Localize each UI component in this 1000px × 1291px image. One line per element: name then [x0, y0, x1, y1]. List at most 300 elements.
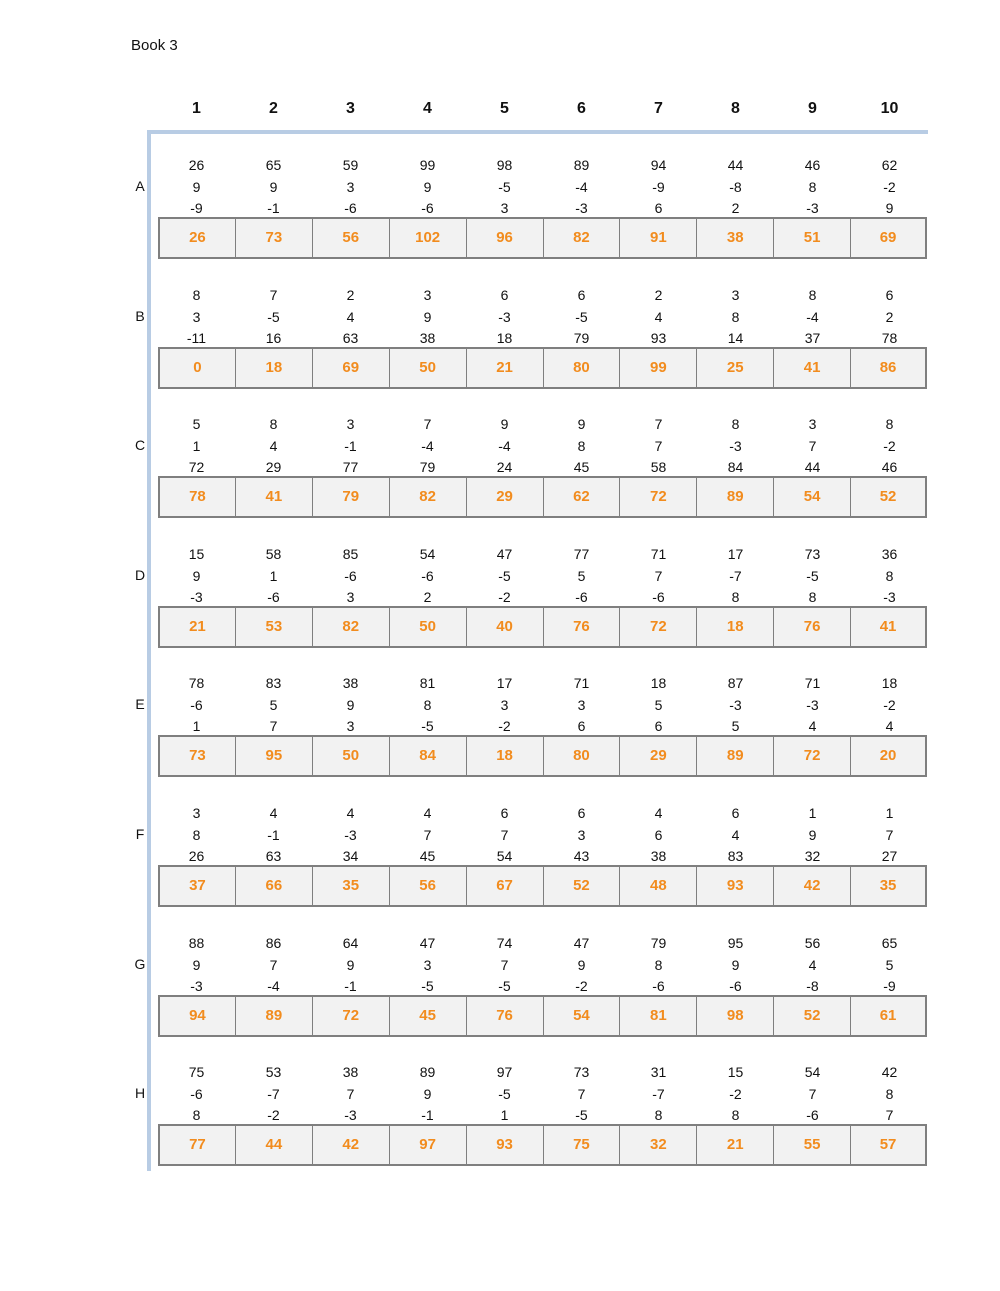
answer-cell[interactable]: 0: [158, 349, 235, 387]
number-cell: 36: [881, 546, 898, 562]
number-cell: 53: [265, 1064, 282, 1080]
number-cell: 2: [731, 200, 740, 216]
number-cell: 7: [654, 437, 663, 454]
answer-cell[interactable]: 18: [466, 737, 543, 775]
number-cell: 17: [496, 675, 513, 691]
number-cell: -3: [190, 589, 203, 605]
number-cell: 9: [346, 956, 355, 973]
number-line-1: [0, 414, 1000, 434]
number-cell: 75: [188, 1064, 205, 1080]
number-cell: 99: [419, 157, 436, 173]
number-cell: -2: [498, 589, 511, 605]
column-header-10: 10: [880, 100, 899, 117]
number-cell: -3: [190, 978, 203, 994]
number-cell: 59: [342, 157, 359, 173]
answer-cell[interactable]: 52: [543, 867, 620, 905]
book-title: Book 3: [131, 37, 178, 54]
number-cell: -9: [190, 200, 203, 216]
number-line-1: [0, 1062, 1000, 1082]
number-cell: 83: [265, 675, 282, 691]
number-cell: 8: [269, 416, 278, 432]
answer-cell[interactable]: 89: [696, 478, 773, 516]
column-header-7: 7: [654, 100, 663, 117]
number-cell: 2: [885, 308, 894, 325]
number-cell: 45: [573, 459, 590, 475]
number-cell: 5: [731, 718, 740, 734]
number-cell: 8: [808, 589, 817, 605]
row-label: D: [134, 567, 146, 583]
answer-cell[interactable]: 18: [696, 608, 773, 646]
answer-cell[interactable]: 102: [389, 219, 466, 257]
answer-cell[interactable]: 29: [466, 478, 543, 516]
number-cell: 2: [423, 589, 432, 605]
answer-row: [158, 476, 927, 518]
number-cell: 16: [265, 330, 282, 346]
number-cell: 4: [346, 805, 355, 821]
number-cell: 9: [577, 956, 586, 973]
answer-cell[interactable]: 52: [850, 478, 927, 516]
number-cell: 38: [342, 675, 359, 691]
number-cell: 6: [654, 826, 663, 843]
column-header-4: 4: [423, 100, 432, 117]
answer-cell[interactable]: 55: [773, 1126, 850, 1164]
answer-cell[interactable]: 84: [389, 737, 466, 775]
answer-cell[interactable]: 91: [619, 219, 696, 257]
number-cell: 7: [500, 826, 509, 843]
number-cell: 44: [727, 157, 744, 173]
answer-cell[interactable]: 37: [158, 867, 235, 905]
number-line-2: [0, 955, 1000, 975]
number-cell: -3: [729, 696, 742, 713]
number-cell: -7: [267, 1085, 280, 1102]
number-cell: 4: [654, 308, 663, 325]
number-cell: 18: [881, 675, 898, 691]
number-cell: 8: [731, 416, 740, 432]
number-cell: 77: [573, 546, 590, 562]
number-line-2: [0, 436, 1000, 456]
number-cell: -6: [344, 200, 357, 216]
number-cell: 9: [192, 567, 201, 584]
number-line-1: [0, 544, 1000, 564]
answer-cell[interactable]: 76: [773, 608, 850, 646]
number-cell: 8: [731, 589, 740, 605]
number-cell: -4: [267, 978, 280, 994]
number-cell: 1: [192, 437, 201, 454]
answer-cell[interactable]: 41: [235, 478, 312, 516]
answer-cell[interactable]: 42: [773, 867, 850, 905]
number-cell: -4: [806, 308, 819, 325]
answer-cell[interactable]: 56: [389, 867, 466, 905]
number-cell: 65: [881, 935, 898, 951]
number-cell: -5: [498, 178, 511, 195]
number-cell: -6: [729, 978, 742, 994]
answer-cell[interactable]: 79: [312, 478, 389, 516]
number-line-1: [0, 285, 1000, 305]
number-cell: 4: [269, 805, 278, 821]
answer-cell[interactable]: 40: [466, 608, 543, 646]
number-cell: -8: [729, 178, 742, 195]
number-cell: -5: [498, 567, 511, 584]
number-cell: 79: [573, 330, 590, 346]
number-cell: 18: [496, 330, 513, 346]
number-cell: 78: [188, 675, 205, 691]
number-line-3: [0, 587, 1000, 607]
number-line-2: [0, 566, 1000, 586]
number-cell: 7: [577, 1085, 586, 1102]
number-cell: 4: [731, 826, 740, 843]
number-cell: 8: [731, 308, 740, 325]
number-cell: -3: [344, 1107, 357, 1123]
answer-row: [158, 1124, 927, 1166]
number-line-1: [0, 673, 1000, 693]
number-cell: -4: [421, 437, 434, 454]
number-cell: 3: [192, 805, 201, 821]
answer-cell[interactable]: 21: [158, 608, 235, 646]
number-cell: 5: [269, 696, 278, 713]
answer-cell[interactable]: 76: [466, 997, 543, 1035]
row-c: [0, 414, 1000, 526]
number-cell: 9: [423, 1085, 432, 1102]
number-cell: 9: [423, 178, 432, 195]
answer-cell[interactable]: 96: [466, 219, 543, 257]
number-cell: 32: [804, 848, 821, 864]
number-cell: 8: [885, 1085, 894, 1102]
number-cell: 3: [577, 696, 586, 713]
number-cell: 5: [192, 416, 201, 432]
answer-cell[interactable]: 26: [158, 219, 235, 257]
number-cell: 9: [577, 416, 586, 432]
answer-cell[interactable]: 57: [850, 1126, 927, 1164]
answer-cell[interactable]: 69: [850, 219, 927, 257]
number-cell: 2: [654, 287, 663, 303]
answer-cell[interactable]: 95: [235, 737, 312, 775]
number-cell: -6: [575, 589, 588, 605]
number-cell: 6: [577, 805, 586, 821]
row-label: B: [135, 308, 145, 324]
number-cell: 5: [885, 956, 894, 973]
number-cell: 79: [419, 459, 436, 475]
number-cell: 6: [731, 805, 740, 821]
number-cell: 72: [188, 459, 205, 475]
number-cell: 1: [500, 1107, 509, 1123]
answer-cell[interactable]: 35: [312, 867, 389, 905]
number-cell: -2: [883, 178, 896, 195]
number-cell: 34: [342, 848, 359, 864]
row-b: [0, 285, 1000, 397]
number-cell: -7: [729, 567, 742, 584]
number-cell: 38: [419, 330, 436, 346]
number-cell: -4: [575, 178, 588, 195]
number-cell: 6: [500, 805, 509, 821]
number-cell: 3: [731, 287, 740, 303]
number-cell: 7: [654, 416, 663, 432]
number-cell: 1: [808, 805, 817, 821]
answer-cell[interactable]: 50: [389, 608, 466, 646]
number-cell: 6: [654, 200, 663, 216]
number-cell: 3: [346, 589, 355, 605]
number-cell: 54: [804, 1064, 821, 1080]
number-cell: 31: [650, 1064, 667, 1080]
number-cell: 37: [804, 330, 821, 346]
answer-cell[interactable]: 72: [619, 478, 696, 516]
answer-cell[interactable]: 73: [158, 737, 235, 775]
number-cell: 58: [265, 546, 282, 562]
answer-cell[interactable]: 29: [619, 737, 696, 775]
number-cell: 45: [419, 848, 436, 864]
answer-cell[interactable]: 78: [158, 478, 235, 516]
number-cell: 14: [727, 330, 744, 346]
number-cell: 26: [188, 157, 205, 173]
number-cell: 1: [269, 567, 278, 584]
number-cell: 9: [346, 696, 355, 713]
number-cell: -2: [883, 437, 896, 454]
number-line-2: [0, 695, 1000, 715]
number-cell: 26: [188, 848, 205, 864]
answer-cell[interactable]: 42: [312, 1126, 389, 1164]
answer-cell[interactable]: 35: [850, 867, 927, 905]
number-cell: 46: [804, 157, 821, 173]
answer-cell[interactable]: 32: [619, 1126, 696, 1164]
number-cell: 83: [727, 848, 744, 864]
answer-cell[interactable]: 54: [543, 997, 620, 1035]
number-cell: 8: [192, 1107, 201, 1123]
answer-cell[interactable]: 21: [696, 1126, 773, 1164]
number-cell: -3: [883, 589, 896, 605]
number-cell: 3: [808, 416, 817, 432]
number-cell: 42: [881, 1064, 898, 1080]
number-cell: 38: [650, 848, 667, 864]
answer-cell[interactable]: 72: [773, 737, 850, 775]
answer-cell[interactable]: 76: [543, 608, 620, 646]
number-cell: 9: [269, 178, 278, 195]
number-line-3: [0, 716, 1000, 736]
number-cell: 8: [654, 1107, 663, 1123]
number-cell: 7: [269, 956, 278, 973]
number-cell: 7: [885, 826, 894, 843]
answer-cell[interactable]: 89: [235, 997, 312, 1035]
column-header-6: 6: [577, 100, 586, 117]
number-cell: 3: [346, 718, 355, 734]
column-headers: [0, 100, 1000, 122]
number-cell: 24: [496, 459, 513, 475]
number-cell: 7: [808, 437, 817, 454]
number-cell: 18: [650, 675, 667, 691]
number-cell: 89: [419, 1064, 436, 1080]
answer-cell[interactable]: 69: [312, 349, 389, 387]
row-d: [0, 544, 1000, 656]
number-cell: -3: [806, 696, 819, 713]
row-a: [0, 155, 1000, 267]
answer-cell[interactable]: 38: [696, 219, 773, 257]
answer-cell[interactable]: 80: [543, 737, 620, 775]
number-cell: 6: [577, 718, 586, 734]
row-h: [0, 1062, 1000, 1174]
number-cell: 4: [654, 805, 663, 821]
row-label: E: [135, 696, 145, 712]
number-cell: 93: [650, 330, 667, 346]
answer-cell[interactable]: 41: [850, 608, 927, 646]
number-cell: 43: [573, 848, 590, 864]
number-cell: 7: [885, 1107, 894, 1123]
answer-cell[interactable]: 18: [235, 349, 312, 387]
answer-cell[interactable]: 93: [696, 867, 773, 905]
number-cell: -4: [498, 437, 511, 454]
answer-cell[interactable]: 54: [773, 478, 850, 516]
number-cell: -9: [883, 978, 896, 994]
number-cell: 15: [188, 546, 205, 562]
number-cell: -6: [267, 589, 280, 605]
number-cell: 85: [342, 546, 359, 562]
column-header-3: 3: [346, 100, 355, 117]
answer-cell[interactable]: 89: [696, 737, 773, 775]
number-cell: 2: [346, 287, 355, 303]
answer-cell[interactable]: 44: [235, 1126, 312, 1164]
answer-cell[interactable]: 61: [850, 997, 927, 1035]
number-cell: 3: [500, 696, 509, 713]
answer-cell[interactable]: 62: [543, 478, 620, 516]
number-line-2: [0, 177, 1000, 197]
row-e: [0, 673, 1000, 785]
answer-cell[interactable]: 50: [389, 349, 466, 387]
number-cell: 97: [496, 1064, 513, 1080]
number-cell: -2: [267, 1107, 280, 1123]
answer-row: [158, 995, 927, 1037]
number-cell: 73: [573, 1064, 590, 1080]
number-cell: 62: [881, 157, 898, 173]
number-cell: 7: [500, 956, 509, 973]
answer-cell[interactable]: 93: [466, 1126, 543, 1164]
answer-cell[interactable]: 52: [773, 997, 850, 1035]
answer-row: [158, 735, 927, 777]
number-cell: 7: [269, 287, 278, 303]
number-cell: -5: [421, 718, 434, 734]
answer-cell[interactable]: 21: [466, 349, 543, 387]
number-cell: -8: [806, 978, 819, 994]
number-cell: -5: [498, 1085, 511, 1102]
answer-cell[interactable]: 25: [696, 349, 773, 387]
number-cell: -6: [652, 589, 665, 605]
answer-cell[interactable]: 67: [466, 867, 543, 905]
number-cell: 8: [731, 1107, 740, 1123]
number-cell: 7: [808, 1085, 817, 1102]
number-line-1: [0, 155, 1000, 175]
answer-row: [158, 865, 927, 907]
number-cell: 1: [192, 718, 201, 734]
number-cell: 54: [419, 546, 436, 562]
number-cell: 5: [577, 567, 586, 584]
number-cell: -6: [421, 567, 434, 584]
answer-row: [158, 606, 927, 648]
number-cell: 47: [419, 935, 436, 951]
answer-cell[interactable]: 98: [696, 997, 773, 1035]
number-cell: 47: [496, 546, 513, 562]
number-cell: 63: [265, 848, 282, 864]
answer-cell[interactable]: 50: [312, 737, 389, 775]
number-cell: -11: [186, 330, 207, 346]
answer-cell[interactable]: 51: [773, 219, 850, 257]
number-cell: 6: [577, 287, 586, 303]
number-cell: 94: [650, 157, 667, 173]
row-f: [0, 803, 1000, 915]
number-cell: 64: [342, 935, 359, 951]
number-cell: 56: [804, 935, 821, 951]
row-label: A: [135, 178, 145, 194]
top-rule: [148, 130, 928, 134]
answer-cell[interactable]: 97: [389, 1126, 466, 1164]
answer-cell[interactable]: 82: [312, 608, 389, 646]
number-cell: 4: [423, 805, 432, 821]
answer-cell[interactable]: 72: [619, 608, 696, 646]
number-cell: 15: [727, 1064, 744, 1080]
column-header-8: 8: [731, 100, 740, 117]
number-cell: 71: [573, 675, 590, 691]
number-cell: 9: [500, 416, 509, 432]
number-cell: 29: [265, 459, 282, 475]
answer-cell[interactable]: 81: [619, 997, 696, 1035]
row-g: [0, 933, 1000, 1045]
number-cell: 27: [881, 848, 898, 864]
answer-cell[interactable]: 73: [235, 219, 312, 257]
answer-cell[interactable]: 41: [773, 349, 850, 387]
number-cell: -2: [498, 718, 511, 734]
number-cell: 84: [727, 459, 744, 475]
answer-cell[interactable]: 20: [850, 737, 927, 775]
answer-cell[interactable]: 45: [389, 997, 466, 1035]
number-cell: 7: [423, 416, 432, 432]
answer-row: [158, 347, 927, 389]
number-cell: -5: [267, 308, 280, 325]
number-line-3: [0, 1105, 1000, 1125]
number-cell: -3: [729, 437, 742, 454]
number-cell: 8: [192, 826, 201, 843]
row-label: G: [134, 956, 146, 972]
number-line-3: [0, 328, 1000, 348]
answer-cell[interactable]: 53: [235, 608, 312, 646]
number-cell: 73: [804, 546, 821, 562]
answer-cell[interactable]: 82: [389, 478, 466, 516]
number-cell: 74: [496, 935, 513, 951]
number-cell: 8: [885, 567, 894, 584]
number-cell: -6: [190, 1085, 203, 1102]
number-cell: 7: [269, 718, 278, 734]
number-cell: -3: [806, 200, 819, 216]
number-cell: 87: [727, 675, 744, 691]
answer-cell[interactable]: 72: [312, 997, 389, 1035]
answer-cell[interactable]: 99: [619, 349, 696, 387]
number-cell: -1: [421, 1107, 434, 1123]
number-cell: 3: [346, 178, 355, 195]
number-cell: -2: [883, 696, 896, 713]
answer-cell[interactable]: 94: [158, 997, 235, 1035]
answer-cell[interactable]: 66: [235, 867, 312, 905]
number-cell: -5: [806, 567, 819, 584]
number-cell: -6: [806, 1107, 819, 1123]
answer-cell[interactable]: 48: [619, 867, 696, 905]
answer-cell[interactable]: 80: [543, 349, 620, 387]
number-cell: 47: [573, 935, 590, 951]
answer-cell[interactable]: 77: [158, 1126, 235, 1164]
number-cell: 78: [881, 330, 898, 346]
answer-cell[interactable]: 75: [543, 1126, 620, 1164]
number-line-2: [0, 825, 1000, 845]
answer-cell[interactable]: 82: [543, 219, 620, 257]
number-cell: 89: [573, 157, 590, 173]
answer-cell[interactable]: 86: [850, 349, 927, 387]
number-cell: 3: [423, 956, 432, 973]
answer-cell[interactable]: 56: [312, 219, 389, 257]
number-cell: -1: [267, 826, 280, 843]
number-cell: 95: [727, 935, 744, 951]
